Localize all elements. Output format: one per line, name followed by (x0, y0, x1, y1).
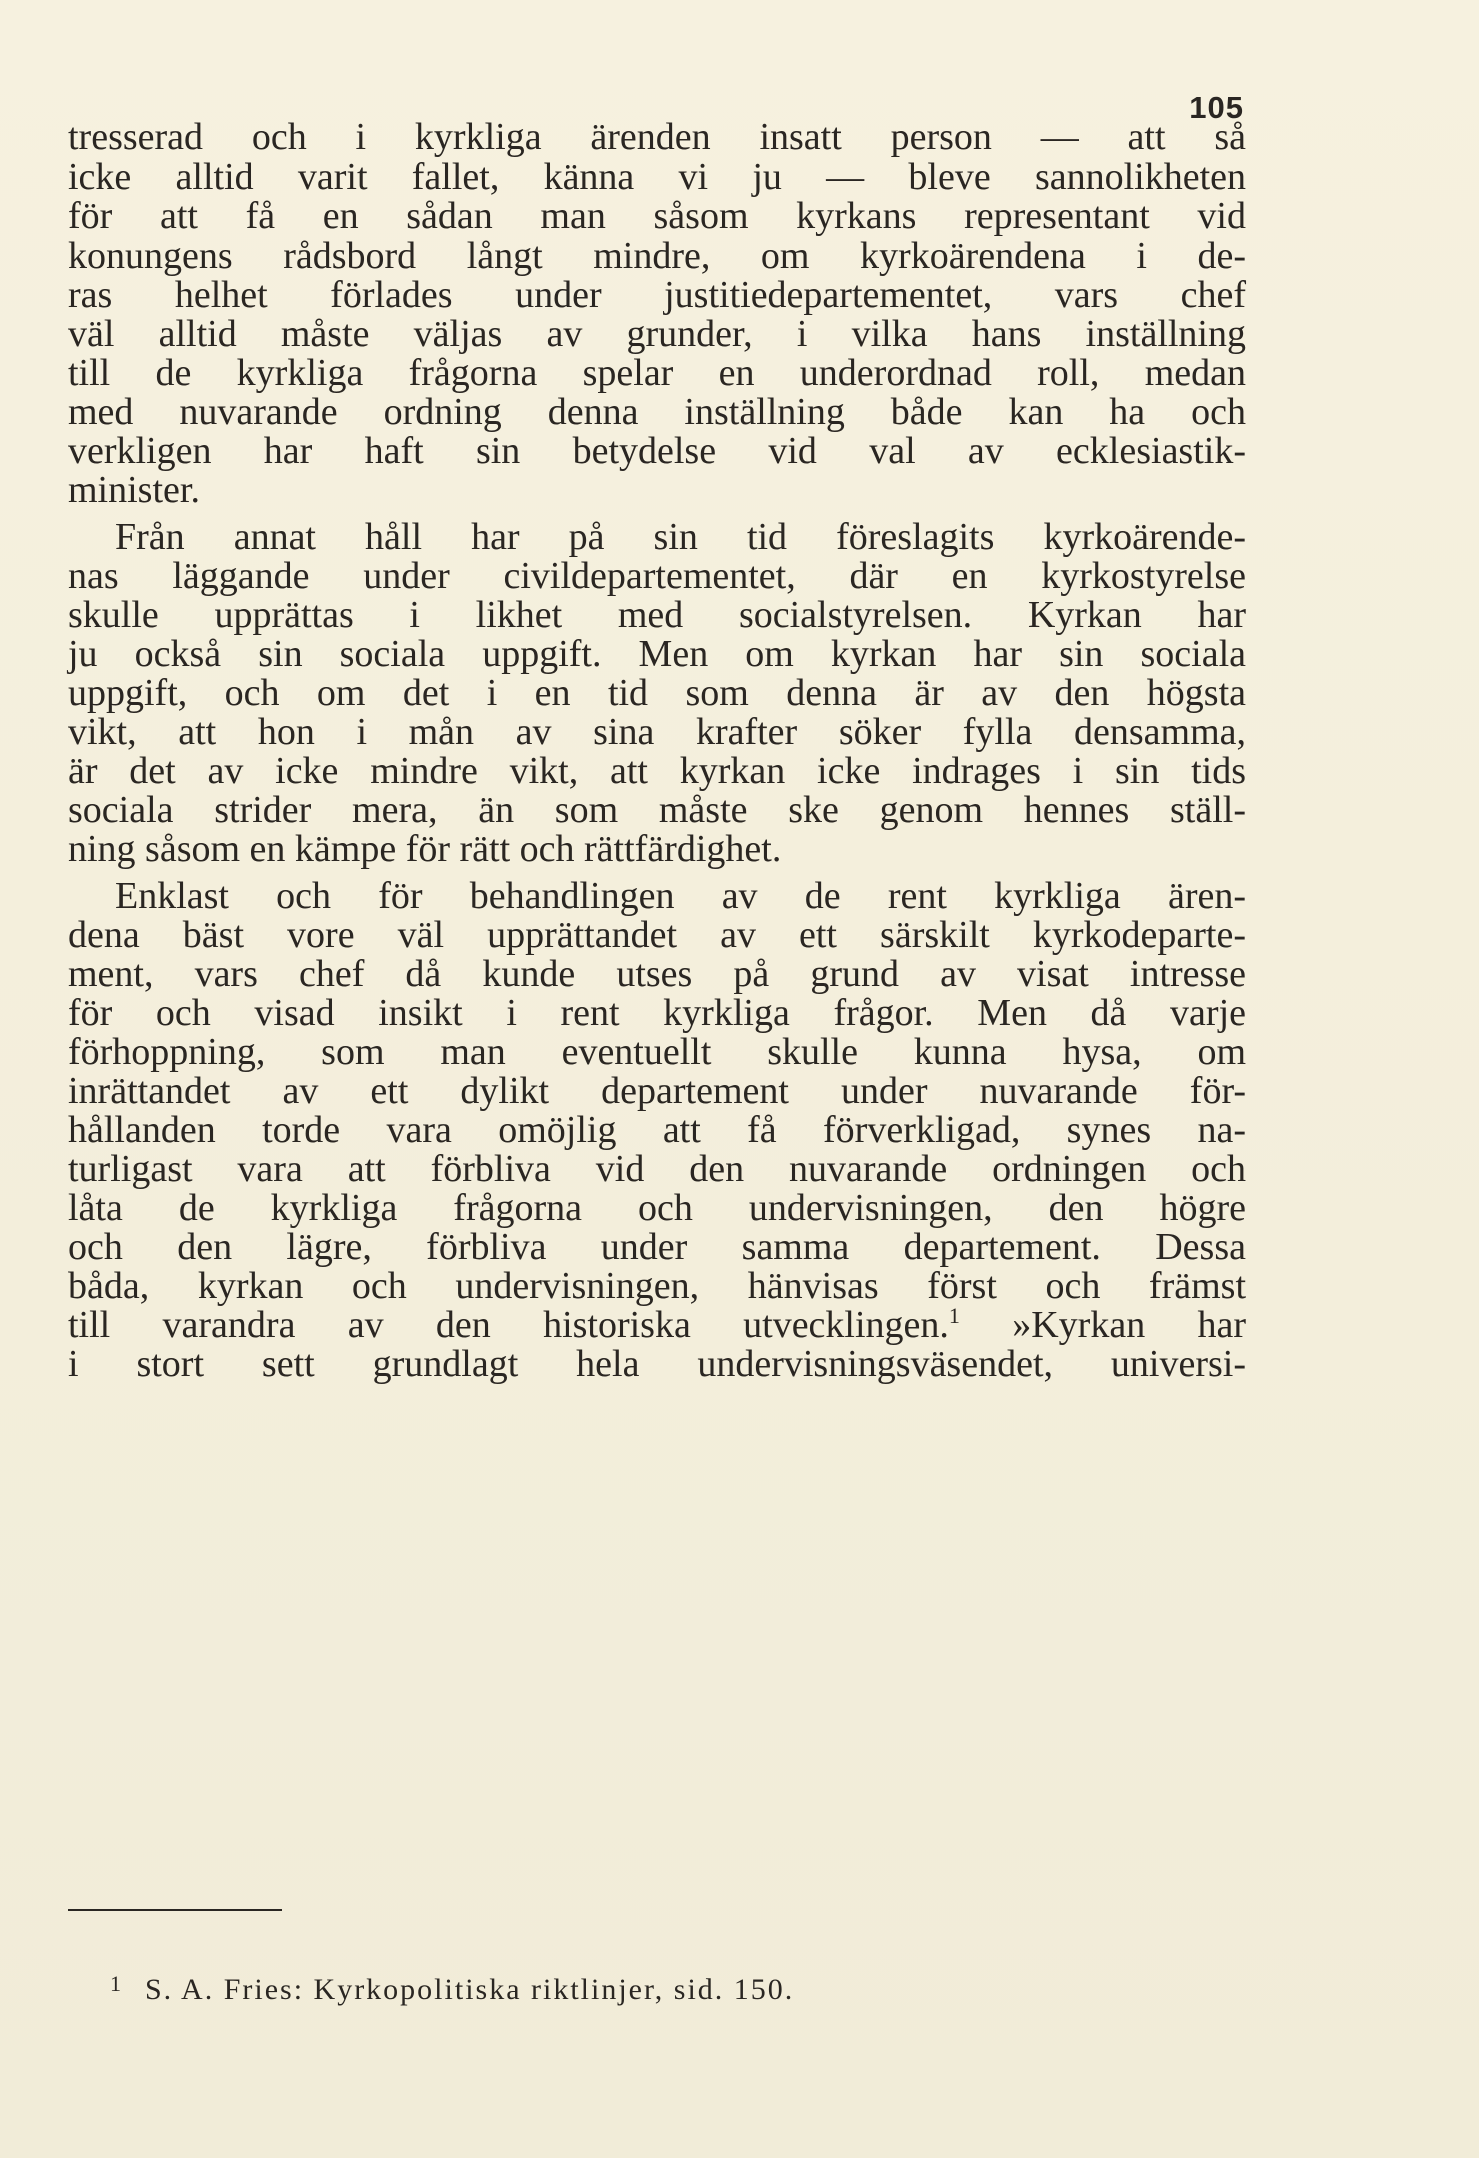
page-number: 105 (1189, 90, 1244, 125)
text-line: ment, vars chef då kunde utses på grund av visat intresse (68, 953, 1246, 995)
text-line: låta de kyrkliga frågorna och undervisningen, den högre (68, 1187, 1246, 1229)
text-line: tresserad och i kyrkliga ärenden insatt person — att så (68, 116, 1246, 158)
text-line: med nuvarande ordning denna inställning både kan ha och (68, 391, 1246, 433)
text-line: nas läggande under civildepartementet, där en kyrkostyrelse (68, 555, 1246, 597)
text-line: för att få en sådan man såsom kyrkans representant vid (68, 195, 1246, 237)
text-line: inrättandet av ett dylikt departement under nuvarande för- (68, 1070, 1246, 1112)
text-line: hållanden torde vara omöjlig att få förverkligad, synes na- (68, 1109, 1246, 1151)
text-line: Enklast och för behandlingen av de rent kyrkliga ären- (115, 875, 1246, 917)
text-line: och den lägre, förbliva under samma departement. Dessa (68, 1226, 1246, 1268)
text-line: sociala strider mera, än som måste ske genom hennes ställ- (68, 789, 1246, 831)
text-line: till de kyrkliga frågorna spelar en underordnad roll, medan (68, 352, 1246, 394)
text-line: verkligen har haft sin betydelse vid val av ecklesiastik- (68, 430, 1246, 472)
text-fragment: »Kyrkan har (1012, 1304, 1247, 1346)
text-line: dena bäst vore väl upprättandet av ett särskilt kyrkodeparte- (68, 914, 1246, 956)
text-line: ju också sin sociala uppgift. Men om kyrkan har sin sociala (68, 633, 1246, 675)
footnote (110, 1972, 794, 2010)
text-line: turligast vara att förbliva vid den nuvarande ordningen och (68, 1148, 1246, 1190)
text-line: Från annat håll har på sin tid föreslagits kyrkoärende- (115, 516, 1246, 558)
text-line: minister. (68, 469, 200, 511)
text-line: båda, kyrkan och undervisningen, hänvisas först och främst (68, 1265, 1246, 1307)
text-line: konungens rådsbord långt mindre, om kyrkoärendena i de- (68, 235, 1246, 277)
text-line: i stort sett grundlagt hela undervisningsväsendet, universi- (68, 1343, 1246, 1385)
text-line: skulle upprättas i likhet med socialstyrelsen. Kyrkan har (68, 594, 1246, 636)
text-line: förhoppning, som man eventuellt skulle kunna hysa, om (68, 1031, 1246, 1073)
footnote-text: S. A. Fries: Kyrkopolitiska riktlinjer, sid. 150. (145, 1973, 795, 2006)
text-line: är det av icke mindre vikt, att kyrkan icke indrages i sin tids (68, 750, 1246, 792)
footnote-ref: 1 (948, 1303, 960, 1328)
text-line: icke alltid varit fallet, känna vi ju — bleve sannolikheten (68, 156, 1246, 198)
text-line: ning såsom en kämpe för rätt och rättfärdighet. (68, 828, 782, 870)
text-line: vikt, att hon i mån av sina krafter söker fylla densamma, (68, 711, 1246, 753)
text-fragment: till varandra av den historiska utvecklingen. (68, 1304, 949, 1346)
footnote-rule (68, 1909, 282, 1911)
text-line: väl alltid måste väljas av grunder, i vilka hans inställning (68, 313, 1246, 355)
text-line: uppgift, och om det i en tid som denna är av den högsta (68, 672, 1246, 714)
footnote-mark: 1 (110, 1971, 123, 1996)
text-line: för och visad insikt i rent kyrkliga frågor. Men då varje (68, 992, 1246, 1034)
text-line: ras helhet förlades under justitiedepartementet, vars chef (68, 274, 1246, 316)
